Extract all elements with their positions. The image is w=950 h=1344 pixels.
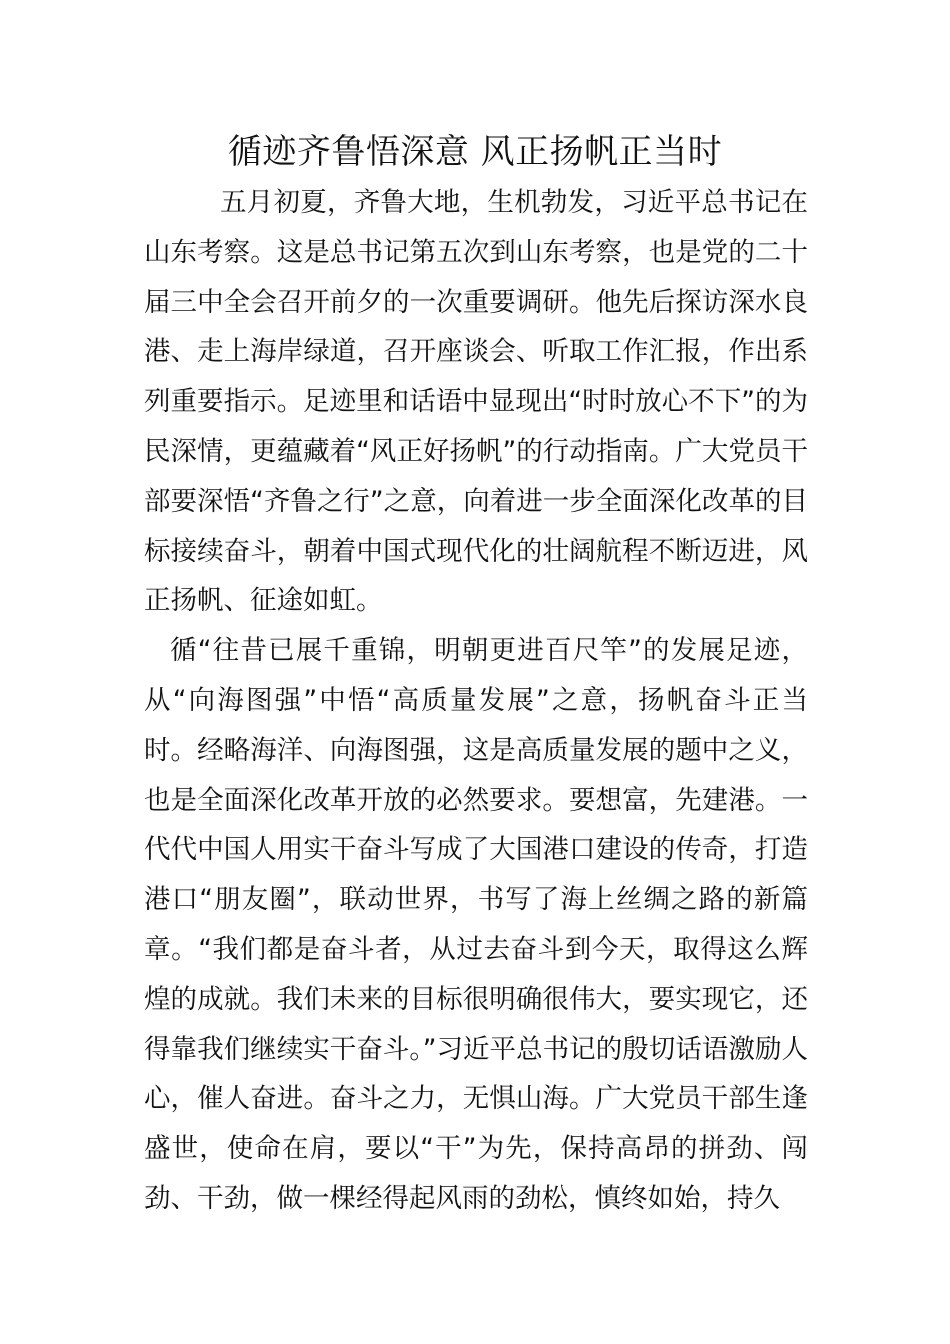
paragraph-2: 循“往昔已展千重锦，明朝更进百尺竿”的发展足迹，从“向海图强”中悟“高质量发展”之意，扬帆奋斗正当时。经略海洋、向海图强，这是高质量发展的题中之义，也是全面深化改革开放的必然要求。要想富，先建港。一代代中国人用实干奋斗写成了大国港口建设的传奇，打造港口“朋友圈”，联动世界，书写了海上丝绸之路的新篇章。“我们都是奋斗者，从过去奋斗到今天，取得这么辉煌的成就。我们未来的目标很明确很伟大，要实现它，还得靠我们继续实干奋斗。”习近平总书记的殷切话语激励人心，催人奋进。奋斗之力，无惧山海。广大党员干部生逢盛世，使命在肩，要以“干”为先，保持高昂的拼劲、闯劲、干劲，做一棵经得起风雨的劲松，慎终如始，持久 (144, 635, 808, 1214)
document-title: 循迹齐鲁悟深意 风正扬帆正当时 (227, 132, 723, 172)
paragraph-1: 五月初夏，齐鲁大地，生机勃发，习近平总书记在山东考察。这是总书记第五次到山东考察，也是党的二十届三中全会召开前夕的一次重要调研。他先后探访深水良港、走上海岸绿道，召开座谈会、听取工作汇报，作出系列重要指示。足迹里和话语中显现出“时时放心不下”的为民深情，更蕴藏着“风正好扬帆”的行动指南。广大党员干部要深悟“齐鲁之行”之意，向着进一步全面深化改革的目标接续奋斗，朝着中国式现代化的壮阔航程不断迈进，风正扬帆、征途如虹。 (144, 187, 808, 617)
document-body (144, 178, 808, 1224)
